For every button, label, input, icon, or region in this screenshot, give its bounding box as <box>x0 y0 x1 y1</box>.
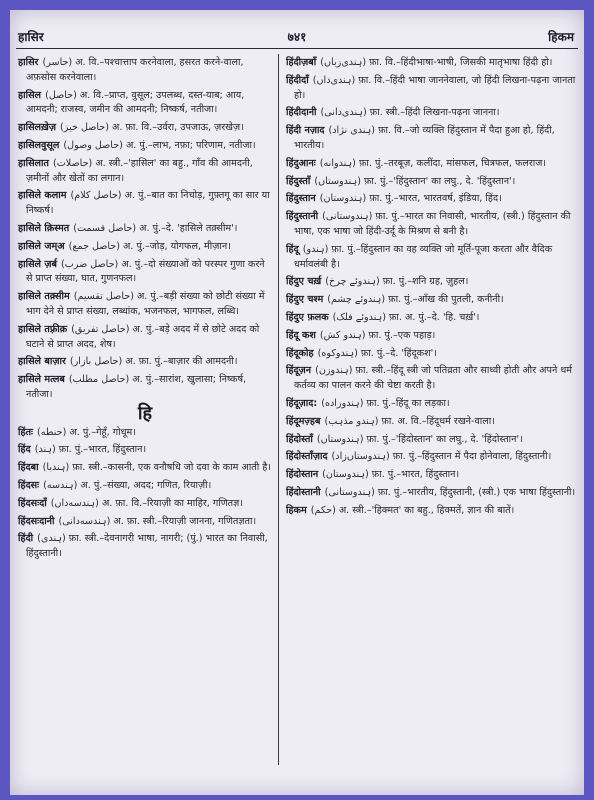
entry-headword: हिंदुआनः <box>286 157 316 169</box>
entry-headword: हासिले क़िस्मत <box>18 222 70 234</box>
entry-definition: (حاصل وصول) अ. पुं.–लाभ, नफ़ा; परिणाम, नतीजा। <box>63 139 256 151</box>
entry-headword: हिंदुए चर्ख़ <box>286 276 322 288</box>
dictionary-entry <box>286 364 576 394</box>
dictionary-entry <box>286 397 576 412</box>
entry-definition: (ہندو) फ़ा. पुं.–हिंदुस्तान का वह व्यक्ति जो मूर्ति-पूजा करता और वैदिक धर्मावलंबी है। <box>294 243 553 270</box>
dictionary-entry <box>18 157 272 187</box>
dictionary-page <box>10 10 584 795</box>
entry-definition: (ہندسه) अ. पुं.–संख्या, अदद; गणित, रियाज़ी। <box>43 479 212 491</box>
entry-headword: हिंदीदानी <box>286 107 317 119</box>
dictionary-entry <box>18 497 272 512</box>
entry-definition: (ہندبا) फ़ा. स्त्री.–कासनी, एक वनौषधि जो दवा के काम आती है। <box>42 462 271 474</box>
entry-headword: हिंदसःदाँ <box>18 497 47 509</box>
entry-definition: (ہندی نژاد) फ़ा. वि.–जो व्यक्ति हिंदुस्तान में पैदा हुआ हो, हिंदी, भारतीय। <box>294 125 555 151</box>
dictionary-entry <box>18 258 272 288</box>
entry-definition: (ہندو مذہب) फ़ा. अ. वि.–हिंदूधर्म रखने-वाला। <box>324 415 495 427</box>
entry-headword: हिंदसः <box>18 479 40 491</box>
entry-headword: हिंदुस्तानी <box>286 211 319 223</box>
entry-definition: (ہندوستاں) फ़ा. पुं.–'हिंदोस्तान' का लघु., दे. 'हिंदोस्तान'। <box>316 433 523 445</box>
dictionary-entry <box>286 504 576 519</box>
entry-headword: हासिले तफ़्रीक़ <box>18 323 68 335</box>
running-head-right: हिकम <box>548 30 574 44</box>
entry-headword: हिंदूज़ाद: <box>286 397 318 409</box>
running-head-left: हासिर <box>18 30 44 44</box>
dictionary-entry <box>18 189 272 219</box>
entry-definition: (ہندوئے فلک) फ़ा. अ. पुं.–दे. 'हि. चर्ख़'। <box>332 311 480 323</box>
entry-headword: हिंदुस्ताँ <box>286 175 311 187</box>
dictionary-entry <box>286 243 576 273</box>
entry-headword: हिंदुए फ़लक <box>286 311 329 323</box>
entry-headword: हिंदी <box>18 533 34 545</box>
entry-headword: हासिले कलाम <box>18 190 67 202</box>
header-rule <box>16 48 578 49</box>
entry-headword: हिंदुए चश्म <box>286 294 324 306</box>
entry-headword: हिंदीदाँ <box>286 74 309 86</box>
dictionary-entry <box>18 121 272 136</box>
entry-headword: हिंदोस्ताँ <box>286 433 313 445</box>
entry-definition: (حکم) अ. स्त्री.–'हिक्मत' का बहु., हिक्मतें, ज्ञान की बातें। <box>310 504 515 516</box>
dictionary-entry <box>18 479 272 494</box>
entry-headword: हासिले जम्अ <box>18 240 65 252</box>
dictionary-entry <box>286 450 576 465</box>
entry-definition: (ہندوستانی) फ़ा. पुं.–भारत का निवासी, भारतीय, (स्त्री.) हिंदुस्तान की भाषा, एक भाषा जो हिंदी-उर्दू के मिश्रण से बनी है। <box>294 211 571 237</box>
entry-headword: हिंदीज़बाँ <box>286 57 317 68</box>
dictionary-entry <box>286 56 576 71</box>
entry-definition: (حاصل مطلب) अ. पुं.–सारांश, खुलासा; निष्कर्ष, नतीजा। <box>26 374 247 400</box>
entry-definition: (ہندوانه) फ़ा. पुं.–तरबूज़, कलींदा, मांसफल, चित्रफल, फलराज। <box>319 157 547 169</box>
dictionary-entry <box>286 468 576 483</box>
dictionary-entry <box>286 293 576 308</box>
entry-definition: (ہندوزن) फ़ा. स्त्री.–हिंदू स्त्री जो पतिव्रता और साध्वी होती और अपने धर्म कर्तव्य का पालन करने की चेष्टा करती है। <box>294 365 572 392</box>
dictionary-entry <box>18 89 272 119</box>
entry-headword: हासिले तक़्सीम <box>18 291 70 303</box>
entry-headword: हासिले ज़र्ब <box>18 258 57 270</box>
dictionary-entry <box>286 157 576 172</box>
entry-headword: हिंदूज़न <box>286 365 312 377</box>
right-column <box>286 56 576 522</box>
entry-headword: हिंतः <box>18 426 33 438</box>
entry-headword: हासिले मत्लब <box>18 374 65 386</box>
entry-definition: (ہندوئے چشم) फ़ा. पुं.–आँख की पुतली, कनीनी। <box>327 294 504 306</box>
entry-definition: (ہندی) फ़ा. स्त्री.–देवनागरी भाषा, नागरी; (पुं.) भारत का निवासी, हिंदुस्तानी। <box>26 533 268 560</box>
section-heading: हि <box>137 402 153 424</box>
entry-definition: (ہندوستاں‌زاد) फ़ा. पुं.–हिंदुस्तान में पैदा होनेवाला, हिंदुस्तानी। <box>331 451 552 463</box>
entry-headword: हिंदू <box>286 243 299 255</box>
dictionary-entry <box>286 124 576 154</box>
entry-headword: हिंदोस्तानी <box>286 486 321 498</box>
entry-definition: (حاصل تفریق) अ. पुं.–बड़े अदद में से छोटे अदद को घटाने से प्राप्त अदद, शेष। <box>26 323 260 350</box>
entry-definition: (ہندوستانی) फ़ा. पुं.–भारतीय, हिंदुस्तानी, (स्त्री.) एक भाषा हिंदुस्तानी। <box>324 486 576 498</box>
entry-definition: (حاصل خیز) अ. फ़ा. वि.–उर्वरा, उपजाऊ, ज़रखेज़। <box>60 122 244 134</box>
dictionary-entry <box>286 106 576 121</box>
entry-definition: (حاصل جمع) अ. पुं.–जोड़, योगफल, मीज़ान। <box>68 240 231 252</box>
dictionary-entry <box>18 426 272 441</box>
entry-definition: (ہندی‌دانی) फ़ा. स्त्री.–हिंदी लिखना-पढ़ना जानना। <box>320 107 500 119</box>
dictionary-entry <box>286 74 576 104</box>
dictionary-entry <box>286 347 576 362</box>
entry-definition: (ہندو کش) फ़ा. पुं.–एक पहाड़। <box>319 329 436 341</box>
entry-headword: हासिलात <box>18 157 50 169</box>
entry-headword: हिंदूकोह <box>286 347 314 359</box>
dictionary-entry <box>18 532 272 562</box>
dictionary-entry <box>286 275 576 290</box>
entry-headword: हिंदबा <box>18 462 39 474</box>
entry-definition: (حاصل تقسیم) अ. पुं.–बड़ी संख्या को छोटी संख्या में भाग देने से प्राप्त संख्या, लब्धांक, भजनफल, भागफल, लब्धि। <box>26 291 265 317</box>
left-column <box>18 56 272 565</box>
dictionary-entry <box>286 415 576 430</box>
dictionary-entry <box>18 443 272 458</box>
page-number: ७४१ <box>287 30 307 44</box>
dictionary-entry <box>286 311 576 326</box>
entry-headword: हिंदोस्तान <box>286 469 319 481</box>
entry-definition: (ہندوکوه) फ़ा. पुं.–दे. 'हिंदूकश'। <box>317 347 437 359</box>
entry-headword: हिंदोस्ताँज़ाद <box>286 451 328 463</box>
dictionary-entry <box>286 175 576 190</box>
entry-definition: (حاسر) अ. वि.–पश्चात्ताप करनेवाला, हसरत करने-वाला, अफ़सोस करनेवाला। <box>26 57 244 83</box>
entry-definition: (حاصل قسمت) अ. पुं.–दे. 'हासिले तक़्सीम'। <box>73 222 238 234</box>
dictionary-entry <box>286 210 576 240</box>
dictionary-entry <box>18 355 272 370</box>
entry-headword: हिंदू कश <box>286 329 316 341</box>
entry-definition: (ہند) फ़ा. पुं.–भारत, हिंदुस्तान। <box>34 444 147 456</box>
dictionary-entry <box>18 373 272 403</box>
entry-definition: (ہندوستان) फ़ा. पुं.–भारत, हिंदुस्तान। <box>322 469 460 481</box>
entry-headword: हासिलवुसूल <box>18 139 60 151</box>
entry-definition: (ہندی‌داں) फ़ा. वि.–हिंदी भाषा जाननेवाला, जो हिंदी लिखना-पढ़ना जानता हो। <box>294 74 576 101</box>
dictionary-entry <box>286 433 576 448</box>
entry-headword: हिकम <box>286 504 307 516</box>
entry-headword: हासिलख़ेज़ <box>18 122 57 134</box>
entry-definition: (ہندوئے چرخ) फ़ा. पुं.–शनि ग्रह, ज़ुहल। <box>325 276 469 288</box>
entry-headword: हिंदूमज़्हब <box>286 415 321 427</box>
entry-definition: (حاصل ضرب) अ. पुं.–दो संख्याओं को परस्पर गुणा करने से प्राप्त संख्या, घात, गुणनफल। <box>26 258 265 285</box>
entry-definition: (حاصل بازار) अ. फ़ा. पुं.–बाज़ार की आमदनी। <box>69 356 238 368</box>
entry-definition: (ہندوستاں) फ़ा. पुं.–'हिंदुस्तान' का लघु., दे. 'हिंदुस्तान'। <box>314 175 516 187</box>
entry-definition: (ہندسه‌دانی) अ. फ़ा. स्त्री.–रियाज़ी जानना, गणितज्ञता। <box>58 515 257 527</box>
dictionary-entry <box>286 329 576 344</box>
column-divider <box>278 54 279 765</box>
entry-definition: (حاصلات) अ. स्त्री.–'हासिल' का बहु., गाँव की आमदनी, ज़मीनों और खेतों का लगान। <box>26 157 253 184</box>
entry-headword: हिंदसःदानी <box>18 515 55 527</box>
dictionary-entry <box>18 139 272 154</box>
entry-headword: हासिले बाज़ार <box>18 356 66 368</box>
entry-definition: (حنطه) अ. पुं.–गेहूँ, गोधूम। <box>37 426 136 438</box>
dictionary-entry <box>286 192 576 207</box>
entry-definition: (ہندسه‌داں) अ. फ़ा. वि.–रियाज़ी का माहिर, गणितज्ञ। <box>50 497 243 509</box>
dictionary-entry <box>18 222 272 237</box>
entry-headword: हिंद <box>18 444 31 456</box>
dictionary-entry <box>18 240 272 255</box>
dictionary-entry <box>18 56 272 86</box>
entry-definition: (ہندوزاده) फ़ा. पुं.–हिंदू का लड़का। <box>321 397 450 409</box>
entry-definition: (حاصل کلام) अ. पुं.–बात का निचोड़, गुफ़्तगू का सार या निष्कर्ष। <box>26 190 270 217</box>
entry-definition: (حاصل) अ. वि.–प्राप्त, वुसूल; उपलब्ध, दस्त-याब; आय, आमदनी; राजस्व, जमीन की आमदनी; निष्कर्ष, नतीजा। <box>26 89 245 116</box>
entry-definition: (ہندی‌زباں) फ़ा. वि.–हिंदीभाषा-भाषी, जिसकी मातृभाषा हिंदी हो। <box>320 57 553 68</box>
dictionary-entry <box>18 461 272 476</box>
dictionary-entry <box>18 515 272 530</box>
dictionary-entry <box>18 290 272 320</box>
entry-headword: हिंदुस्तान <box>286 193 316 205</box>
entry-headword: हिंदी नज़ाद <box>286 125 325 137</box>
dictionary-entry <box>286 486 576 501</box>
dictionary-entry <box>18 323 272 353</box>
entry-headword: हासिर <box>18 57 39 68</box>
entry-headword: हासिल <box>18 89 42 101</box>
entry-definition: (ہندوستان) फ़ा. पुं.–भारत, भारतवर्ष, इंडिया, हिंद। <box>319 193 502 205</box>
